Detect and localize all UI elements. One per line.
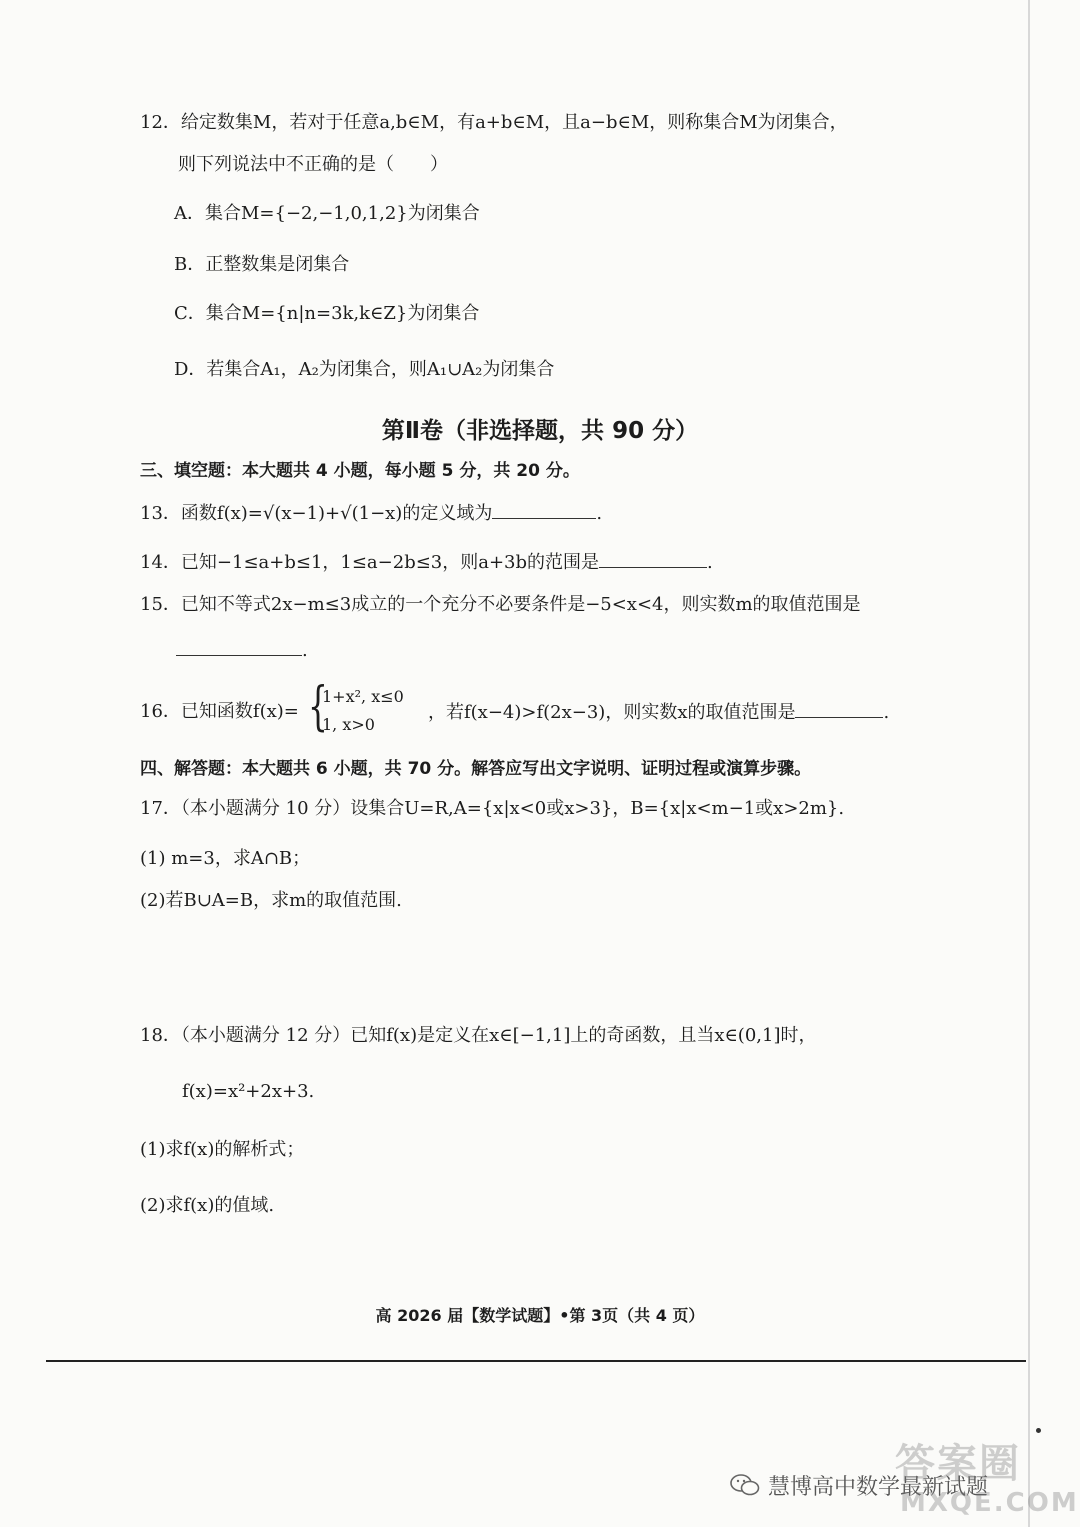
page-edge: [1028, 0, 1030, 1527]
watermark: [730, 1430, 1079, 1520]
q16-piecewise-function: [308, 677, 428, 739]
q15-line1: 15．已知不等式2x−m≤3成立的一个充分不必要条件是−5<x<4，则实数m的取值范围是: [140, 594, 861, 615]
bottom-rule: [46, 1360, 1026, 1362]
q16-answer-blank: [795, 699, 883, 718]
left-brace: {: [308, 677, 328, 737]
q12-option-b: B．正整数集是闭集合: [174, 254, 350, 275]
q12-option-a: A．集合M={−2,−1,0,1,2}为闭集合: [174, 203, 480, 224]
q12-line2: 则下列说法中不正确的是（ ）: [178, 154, 448, 175]
q15-answer-blank: [176, 637, 302, 656]
page-footer: 高 2026 届【数学试题】•第 3页（共 4 页）: [375, 1306, 705, 1325]
q12-option-d: D．若集合A₁，A₂为闭集合，则A₁∪A₂为闭集合: [174, 359, 555, 380]
part4-header: 四、解答题：本大题共 6 小题，共 70 分。解答应写出文字说明、证明过程或演算步骤。: [140, 759, 812, 779]
q16-case2: 1, x>0: [322, 715, 375, 734]
q16-case1: 1+x², x≤0: [322, 687, 404, 706]
q15-line2: .: [176, 637, 308, 664]
q14-stem: 14．已知−1≤a+b≤1，1≤a−2b≤3，则a+3b的范围是: [140, 552, 600, 573]
q14-answer-blank: [599, 549, 707, 568]
part3-header: 三、填空题：本大题共 4 小题，每小题 5 分，共 20 分。: [140, 461, 580, 481]
q18-stem: 18．（本小题满分 12 分）已知f(x)是定义在x∈[−1,1]上的奇函数，且当x∈(0,1]时，: [140, 1025, 817, 1046]
watermark-logo: 答案圈: [895, 1441, 1021, 1487]
watermark-site: MXQE.COM: [900, 1488, 1079, 1518]
section-2-title: 第Ⅱ卷（非选择题，共 90 分）: [381, 418, 699, 444]
q13-text: 13．函数f(x)=√(x−1)+√(1−x)的定义域为 .: [140, 500, 602, 527]
q16-prefix: 16．已知函数f(x)=: [140, 701, 299, 722]
q13-stem: 13．函数f(x)=√(x−1)+√(1−x)的定义域为: [140, 503, 493, 524]
watermark-account: 慧博高中数学最新试题: [768, 1475, 989, 1500]
q16-suffix-line: ，若f(x−4)>f(2x−3)，则实数x的取值范围是 .: [428, 699, 889, 726]
q17-stem: 17．（本小题满分 10 分）设集合U=R,A={x|x<0或x>3}，B={x|x<m−1或x>2m}.: [140, 798, 845, 819]
q17-part1: (1) m=3，求A∩B；: [140, 848, 311, 869]
q18-part1: (1)求f(x)的解析式；: [140, 1139, 305, 1160]
q13-answer-blank: [492, 500, 596, 519]
q14-text: 14．已知−1≤a+b≤1，1≤a−2b≤3，则a+3b的范围是 .: [140, 549, 713, 576]
q18-formula: f(x)=x²+2x+3.: [182, 1081, 315, 1102]
wechat-icon: [730, 1474, 760, 1496]
q12-line1: 12．给定数集M，若对于任意a,b∈M，有a+b∈M，且a−b∈M，则称集合M为闭集合，: [140, 112, 848, 133]
q12-option-c: C．集合M={n|n=3k,k∈Z}为闭集合: [174, 303, 480, 324]
q16-suffix: ，若f(x−4)>f(2x−3)，则实数x的取值范围是: [428, 702, 796, 723]
q17-part2: (2)若B∪A=B，求m的取值范围.: [140, 890, 402, 911]
q18-part2: (2)求f(x)的值域.: [140, 1195, 275, 1216]
